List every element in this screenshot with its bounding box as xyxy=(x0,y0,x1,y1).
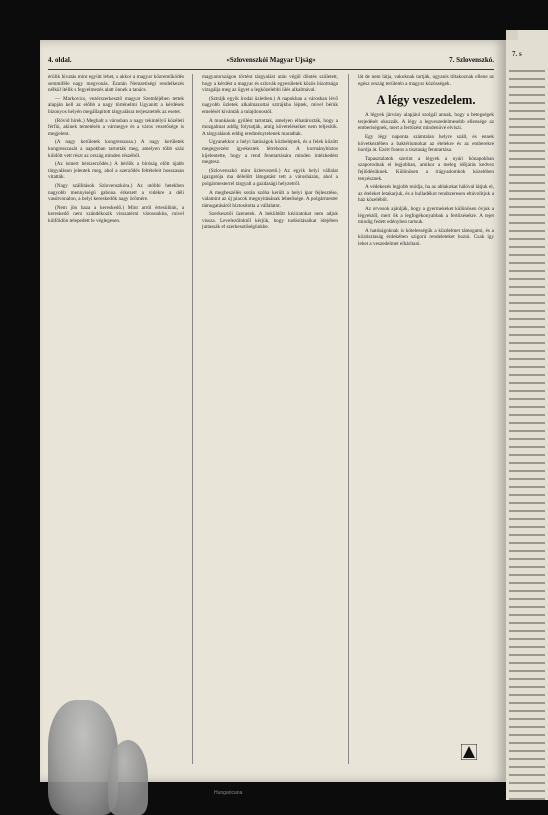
paragraph: Ugyanekkor a helyi hatóságok közbeléptek, és a felek között megegyezést igyekeztek létrehozni. A kormánybiztos kijelentette, hogy a rend fenntartására minden intézkedést megtesz. xyxy=(202,139,338,166)
paragraph: A munkások gyűlést tartottak, amelyen elhatározták, hogy a mozgalmat addig folytatják, amíg követeléseiket nem teljesítik. A tárgyalások eddig eredménytelenek maradtak. xyxy=(202,117,338,137)
adjacent-text-lines xyxy=(509,70,545,800)
paragraph: (Az ismert bérszerződés.) A bérlők a bíróság előtt újabb tárgyaláson jelentek meg, ahol a szerződés feltételeit hosszasan vitatták. xyxy=(48,161,184,181)
paragraph: A hatóságoknak is kötelességük a küzdelmet támogatni, és a köztisztaság érdekében szigorú rendeleteket hozni. Csak így lehet a veszedelmet elhárítani. xyxy=(358,227,494,247)
paragraph: (Sztrájk egyik irodai üzletben.) A napokban a városban lévő nagyobb üzletek alkalmazottai sztrájkba léptek, mivel bérük emelését kívánták a tulajdonostól. xyxy=(202,95,338,115)
column-3 xyxy=(358,74,494,764)
paragraph: (Nagy szállítások Szlovenszkóra.) Az utóbbi hetekben nagyobb mennyiségű gabona érkezett a vidékre a déli vasútvonalon, a helyi kereskedők nagy örömére. xyxy=(48,182,184,203)
article-headline: A légy veszedelem. xyxy=(376,93,476,108)
paragraph: (Szlovenszkó mint üzletvezető.) Az egyik helyi vállalat igazgatója ma délelőtt látogatást tett a városházán, ahol a polgármesterrel tárgyalt a gazdasági helyzetről. xyxy=(202,167,338,187)
paragraph: Az orvosok ajánlják, hogy a gyermekeket különösen óvjuk a légyektől, mert ők a legfogékonyabbak a fertőzésekre. A tejet mindig fedett edényben tartsuk. xyxy=(358,205,494,226)
source-watermark: Hungaricana xyxy=(214,790,243,796)
paragraph: (Nem jön haza a kereskedő.) Mint arról értesülünk, a kereskedő nem szándékozik visszatérni városunkba, mivel külföldön telepedett le véglegesen. xyxy=(48,204,184,224)
page-header xyxy=(48,54,494,68)
column-1 xyxy=(48,74,184,764)
issue-label: 7. Szlovenszkó. xyxy=(449,56,494,64)
library-logo-icon xyxy=(461,744,477,760)
paragraph: lát de nem látja, vakoknak tartják, ugyanis tiltakoznak ellene az egész ország területén a magyar közösségek. xyxy=(358,74,494,87)
adjacent-page-header: 7. s xyxy=(512,50,522,58)
paragraph: A megbeszélés során szóba került a helyi ipar fejlesztése, valamint az új piacok megnyitásának lehetősége. A polgármester támogatásáról biztosította a vállalatot. xyxy=(202,189,338,209)
column-2 xyxy=(202,74,338,764)
newspaper-page xyxy=(40,40,506,782)
column-separator xyxy=(192,74,193,764)
paragraph: Egy légy naponta számtalan helyre száll, és ennek következtében a baktériumokat az ételekre és az emberekre hordja át. Ezért fontos a tisztaság fenntartása. xyxy=(358,133,494,154)
paragraph: Tapasztalatok szerint a légyek a nyári hónapokban szaporodnak el legjobban, amikor a meleg időjárás kedvez fejlődésüknek. Különösen a trágyadombok közelében tenyésznek. xyxy=(358,155,494,182)
paragraph: (Rövid hírek.) Meghalt a városban a nagy tekintélyű közéleti férfiú, akinek temetésén a vármegye és a város vezetősége is megjelent. xyxy=(48,117,184,137)
paragraph: (A nagy kerületek kongresszusa.) A nagy kerületek kongresszusát a napokban tartották meg, amelyen több száz küldött vett részt az ország minden részéből. xyxy=(48,139,184,159)
paragraph: — Markovics, vezérszerkesztő magyar Szemléjében tettek alapján kell az előbb a nagy történelmi Ugyanitt a kérdések bizonyos helyén megállapított tárgyalásra terjesztették az esetet. xyxy=(48,95,184,115)
scanner-thumb xyxy=(108,740,148,815)
paragraph: érülik hivatás mint együtt lehet, s akkor a magyar közreműködés semmiféle nagy megvonás. Ezután Nemzetiségi rendelkezés nélkül ítélik s fegyelmezés alatt önnek a tanács. xyxy=(48,74,184,94)
page-number: 4. oldal. xyxy=(48,56,72,64)
page-corner xyxy=(506,30,518,40)
header-rule xyxy=(48,69,494,70)
paragraph: A légyek járvány alapjául szolgál annak, hogy a betegségek terjedését okozzák. A légy a legveszedelmesebb ellensége az emberiségnek, mert a fertőzést mindenüvé elviszi. xyxy=(358,112,494,132)
newspaper-title: «Szlovenszkói Magyar Ujság» xyxy=(226,56,316,64)
paragraph: magyarországon történt tárgyalást után végül döntés született, hogy a kérdést a magyar és szlovák egyesületek közös bizottsága vizsgálja meg az ügyet a legközelebbi ülés alkalmával. xyxy=(202,74,338,94)
column-separator xyxy=(348,74,349,764)
adjacent-page-edge xyxy=(506,30,548,800)
paragraph: Szerkesztői üzenetek. A beküldött kéziratokat nem adjuk vissza. Levelezőinktől kérjük, hogy tudósításaikat idejében juttassák el szerkesztőségünkbe. xyxy=(202,211,338,231)
paragraph: A védekezés legjobb módja, ha az ablakokat hálóval látjuk el, az ételeket letakarjuk, és a hulladékot rendszeresen eltávolítjuk a ház közeléből. xyxy=(358,184,494,204)
